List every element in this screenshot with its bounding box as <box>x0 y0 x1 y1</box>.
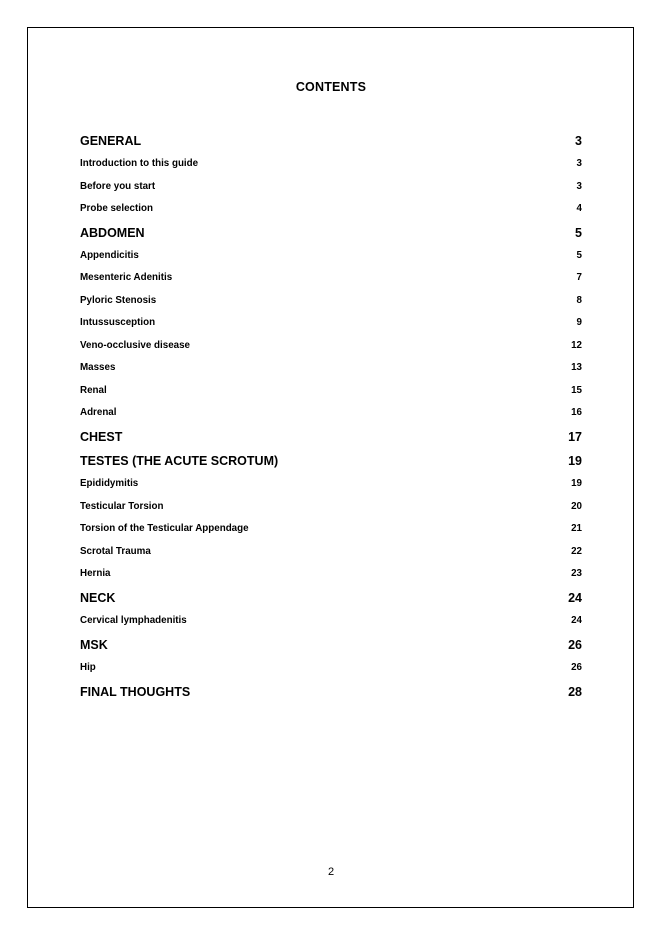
toc-entry-label: MSK <box>80 638 108 652</box>
toc-entry-probe-selection[interactable] <box>80 203 582 214</box>
toc-entry-before-you-start[interactable] <box>80 181 582 192</box>
toc-entry-intussusception[interactable] <box>80 317 582 328</box>
toc-entry-hernia[interactable] <box>80 568 582 579</box>
toc-entry-appendicitis[interactable] <box>80 250 582 261</box>
toc-entry-label: Testicular Torsion <box>80 501 164 512</box>
toc-entry-page: 19 <box>571 478 582 489</box>
toc-entry-label: Cervical lymphadenitis <box>80 615 187 626</box>
toc-entry-scrotal-trauma[interactable] <box>80 546 582 557</box>
toc-entry-cervical-lymphadenitis[interactable] <box>80 615 582 626</box>
toc-section-chest[interactable] <box>80 430 582 444</box>
toc-entry-testicular-torsion[interactable] <box>80 501 582 512</box>
toc-entry-label: Hip <box>80 662 96 673</box>
toc-section-neck[interactable] <box>80 591 582 605</box>
page-number: 2 <box>327 866 335 878</box>
toc-entry-label: Pyloric Stenosis <box>80 295 157 306</box>
toc-entry-page: 24 <box>568 591 582 605</box>
toc-entry-label: NECK <box>80 591 116 605</box>
toc-entry-page: 13 <box>571 362 582 373</box>
toc-entry-pyloric-stenosis[interactable] <box>80 295 582 306</box>
toc-entry-page: 3 <box>576 158 582 169</box>
toc-entry-page: 5 <box>575 226 582 240</box>
toc-entry-page: 17 <box>568 430 582 444</box>
toc-entry-label: Hernia <box>80 568 111 579</box>
toc-entry-page: 9 <box>576 317 582 328</box>
toc-entry-page: 3 <box>576 181 582 192</box>
toc-entry-page: 12 <box>571 340 582 351</box>
toc-entry-label: Renal <box>80 385 107 396</box>
toc-entry-adrenal[interactable] <box>80 407 582 418</box>
toc-entry-page: 21 <box>571 523 582 534</box>
toc-entry-page: 22 <box>571 546 582 557</box>
toc-entry-page: 5 <box>576 250 582 261</box>
toc-entry-page: 28 <box>568 685 582 699</box>
toc-entry-renal[interactable] <box>80 385 582 396</box>
toc-entry-page: 4 <box>576 203 582 214</box>
toc-entry-page: 8 <box>576 295 582 306</box>
toc-entry-label: Veno-occlusive disease <box>80 340 190 351</box>
toc-entry-page: 20 <box>571 501 582 512</box>
toc-section-abdomen[interactable] <box>80 226 582 240</box>
toc-entry-mesenteric-adenitis[interactable] <box>80 272 582 283</box>
toc-entry-page: 23 <box>571 568 582 579</box>
toc-entry-masses[interactable] <box>80 362 582 373</box>
toc-entry-label: Appendicitis <box>80 250 139 261</box>
toc-entry-label: Masses <box>80 362 116 373</box>
toc-section-msk[interactable] <box>80 638 582 652</box>
toc-entry-label: Epididymitis <box>80 478 139 489</box>
toc-section-testes[interactable] <box>80 454 582 468</box>
toc-entry-page: 3 <box>575 134 582 148</box>
toc-entry-label: GENERAL <box>80 134 142 148</box>
toc-entry-label: Scrotal Trauma <box>80 546 151 557</box>
toc-entry-label: FINAL THOUGHTS <box>80 685 191 699</box>
toc-entry-torsion-testicular-appendage[interactable] <box>80 523 582 534</box>
toc-entry-epididymitis[interactable] <box>80 478 582 489</box>
toc-entry-label: Torsion of the Testicular Appendage <box>80 523 249 534</box>
toc-entry-label: TESTES (THE ACUTE SCROTUM) <box>80 454 279 468</box>
toc-section-general[interactable] <box>80 134 582 148</box>
toc-entry-page: 26 <box>568 638 582 652</box>
page-title: CONTENTS <box>295 80 367 94</box>
toc-entry-label: CHEST <box>80 430 123 444</box>
toc-entry-label: Introduction to this guide <box>80 158 199 169</box>
toc-entry-page: 16 <box>571 407 582 418</box>
toc-entry-page: 15 <box>571 385 582 396</box>
toc-entry-label: ABDOMEN <box>80 226 145 240</box>
toc-entry-label: Before you start <box>80 181 156 192</box>
toc-entry-page: 7 <box>576 272 582 283</box>
toc-entry-veno-occlusive-disease[interactable] <box>80 340 582 351</box>
toc-entry-label: Mesenteric Adenitis <box>80 272 173 283</box>
toc-entry-page: 26 <box>571 662 582 673</box>
toc-entry-hip[interactable] <box>80 662 582 673</box>
toc-section-final-thoughts[interactable] <box>80 685 582 699</box>
toc-entry-label: Probe selection <box>80 203 153 214</box>
toc-entry-label: Intussusception <box>80 317 156 328</box>
toc-entry-page: 19 <box>568 454 582 468</box>
toc-entry-label: Adrenal <box>80 407 117 418</box>
toc-entry-introduction[interactable] <box>80 158 582 169</box>
toc-entry-page: 24 <box>571 615 582 626</box>
